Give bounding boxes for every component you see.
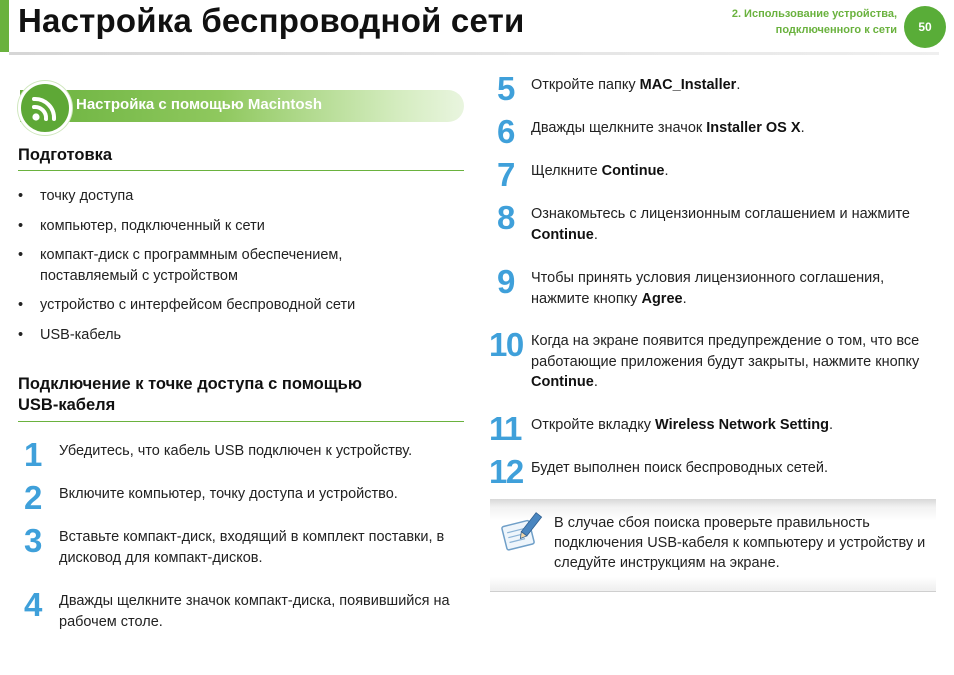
step-text-pre: Когда на экране появится предупреждение о том, что все работающие приложения будут закрыты, нажмите кнопку	[531, 333, 920, 370]
connection-heading-line1: Подключение к точке доступа с помощью	[18, 375, 362, 393]
wireless-signal-icon	[18, 81, 72, 135]
step-4-text	[59, 591, 464, 632]
connection-rule	[18, 421, 464, 422]
step-text-bold: Agree	[641, 290, 683, 307]
list-item-text: устройство с интерфейсом беспроводной сети	[40, 297, 356, 313]
note-pencil-icon	[499, 511, 543, 553]
step-number: 3	[24, 522, 41, 559]
step-8-text	[531, 204, 911, 245]
bullet-marker: •	[18, 217, 24, 234]
preparation-heading: Подготовка	[18, 146, 113, 164]
list-item-text: компакт-диск с программным обеспечением, поставляемый с устройством	[40, 247, 343, 284]
bullet-marker: •	[18, 247, 24, 263]
preparation-rule	[18, 170, 464, 171]
header-accent-bar	[0, 0, 9, 52]
step-text-post: .	[682, 290, 687, 307]
step-text-pre: Дважды щелкните значок компакт-диска, появившийся на рабочем столе.	[59, 593, 450, 630]
step-text-pre: Вставьте компакт-диск, входящий в комплект поставки, в дисковод для компакт-дисков.	[59, 529, 445, 566]
step-number: 9	[497, 263, 514, 300]
step-text-post: .	[664, 163, 669, 179]
step-number: 8	[497, 199, 514, 236]
bullet-marker: •	[18, 188, 24, 204]
list-item-text: компьютер, подключенный к сети	[40, 217, 265, 234]
step-text-pre: Откройте папку	[531, 77, 640, 93]
step-text-bold: Continue	[601, 163, 665, 179]
chapter-label-line2: подключенного к сети	[775, 24, 897, 36]
step-3-text	[59, 527, 464, 568]
note-text: В случае сбоя поиска проверьте правильность подключения USB-кабеля к компьютеру и устройству и следуйте инструкциям на экране.	[554, 515, 926, 571]
step-text-post: .	[593, 226, 598, 243]
step-6-text	[531, 118, 936, 139]
step-number: 7	[497, 156, 514, 193]
step-text-pre: Откройте вкладку	[531, 417, 656, 433]
page-title: Настройка беспроводной сети	[18, 2, 525, 39]
chapter-label-line1: 2. Использование устройства,	[731, 8, 897, 20]
connection-heading-line2: USB-кабеля	[18, 396, 116, 414]
list-item	[18, 295, 458, 316]
step-text-pre: Щелкните	[531, 163, 602, 179]
bullet-marker: •	[18, 297, 24, 313]
step-number: 5	[497, 70, 514, 107]
header-divider	[9, 52, 939, 55]
list-item	[18, 186, 458, 207]
connection-heading	[18, 374, 362, 416]
step-text-pre: Чтобы принять условия лицензионного соглашения, нажмите кнопку	[531, 270, 885, 307]
step-number: 2	[24, 479, 41, 516]
step-text-pre: Убедитесь, что кабель USB подключен к устройству.	[59, 443, 413, 459]
list-item	[18, 245, 458, 286]
step-number: 12	[489, 453, 523, 490]
step-number: 4	[24, 586, 41, 623]
step-2-text	[59, 484, 464, 505]
preparation-list	[18, 186, 458, 354]
step-text-post: .	[593, 374, 598, 390]
step-text-post: .	[800, 120, 805, 136]
list-item-text: точку доступа	[40, 188, 134, 204]
step-5-text	[531, 75, 936, 96]
step-number: 1	[24, 436, 41, 473]
step-text-bold: MAC_Installer	[639, 77, 737, 93]
step-text-bold: Installer OS X	[706, 120, 801, 136]
step-text-pre: Дважды щелкните значок	[531, 120, 707, 136]
list-item	[18, 216, 458, 237]
step-11-text	[531, 415, 936, 436]
step-10-text	[531, 331, 936, 393]
step-text-pre: Ознакомьтесь с лицензионным соглашением и нажмите	[531, 206, 910, 222]
step-number: 10	[489, 326, 523, 363]
section-title: Настройка с помощью Macintosh	[76, 96, 323, 113]
step-12-text	[531, 458, 936, 479]
step-text-pre: Будет выполнен поиск беспроводных сетей.	[531, 460, 829, 476]
bullet-marker: •	[18, 326, 24, 343]
step-7-text	[531, 161, 936, 182]
step-number: 6	[497, 113, 514, 150]
chapter-label	[732, 6, 897, 38]
page-number-badge: 50	[904, 6, 946, 48]
step-text-post: .	[828, 417, 833, 433]
step-text-pre: Включите компьютер, точку доступа и устройство.	[59, 486, 398, 502]
step-1-text	[59, 441, 464, 462]
step-text-post: .	[736, 77, 741, 93]
step-number: 11	[489, 410, 521, 447]
list-item-text: USB-кабель	[40, 326, 122, 343]
step-9-text	[531, 268, 936, 309]
step-text-bold: Wireless Network Setting	[655, 417, 829, 433]
step-text-bold: Continue	[531, 226, 594, 243]
step-text-bold: Continue	[531, 374, 594, 390]
list-item	[18, 325, 458, 346]
